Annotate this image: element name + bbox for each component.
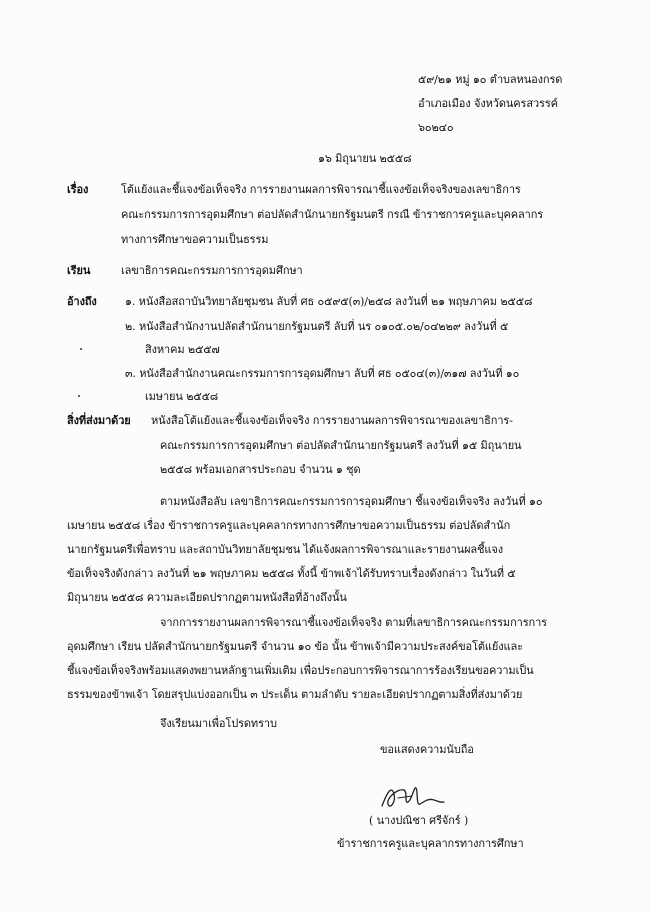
body-para2-line-2: อุดมศึกษา เรียน ปลัดสำนักนายกรัฐมนตรี จำนวน ๑๐ ข้อ นั้น ข้าพเจ้ามีความประสงค์ขอโต้แย้งและ: [67, 640, 523, 653]
body-para2-line-3: ชี้แจงข้อเท็จจริงพร้อมแสดงพยานหลักฐานเพิ่มเติม เพื่อประกอบการพิจารณาการร้องเรียนขอความเป็น: [67, 664, 534, 677]
subject-label: เรื่อง: [67, 183, 89, 196]
address-line-1: ๕๙/๒๑ หมู่ ๑๐ ตำบลหนองกรด: [418, 73, 563, 86]
salutation-label: เรียน: [67, 264, 91, 277]
signer-name: ( นางปณิชา ศรีจักร์ ): [369, 814, 469, 827]
body-para1-line-2: เมษายน ๒๕๕๘ เรื่อง ข้าราชการครูและบุคคลากรทางการศึกษาขอความเป็นธรรม ต่อปลัดสำนัก: [67, 519, 511, 532]
subject-line-2: คณะกรรมการการอุดมศึกษา ต่อปลัดสำนักนายกรัฐมนตรี กรณี ข้าราชการครูและบุคคลากร: [121, 208, 544, 221]
references-label: อ้างถึง: [67, 295, 97, 308]
closing-request: จึงเรียนมาเพื่อโปรดทราบ: [160, 717, 277, 730]
body-para1-line-4: ข้อเท็จจริงดังกล่าว ลงวันที่ ๒๑ พฤษภาคม ๒๕๕๘ ทั้งนี้ ข้าพเจ้าได้รับทราบเรื่องดังกล่าว ในวันที่ ๕: [67, 567, 516, 580]
postal-code: ๖๐๒๔๐: [418, 121, 454, 134]
enclosure-label: สิ่งที่ส่งมาด้วย: [67, 414, 131, 427]
salutation-text: เลขาธิการคณะกรรมการการอุดมศึกษา: [121, 264, 303, 277]
handwritten-signature: [378, 780, 448, 814]
body-para1-line-5: มิถุนายน ๒๕๕๘ ความละเอียดปรากฏตามหนังสือที่อ้างถึงนั้น: [67, 591, 347, 604]
address-line-2: อำเภอเมือง จังหวัดนครสวรรค์: [418, 97, 558, 110]
body-para1-line-3: นายกรัฐมนตรีเพื่อทราบ และสถาบันวิทยาลัยชุมชน ได้แจ้งผลการพิจารณาและรายงานผลชี้แจง: [67, 543, 504, 556]
subject-line-1: โต้แย้งและชี้แจงข้อเท็จจริง การรายงานผลการพิจารณาชี้แจงข้อเท็จจริงของเลขาธิการ: [121, 183, 521, 196]
body-para2-line-4: ธรรมของข้าพเจ้า โดยสรุปแบ่งออกเป็น ๓ ประเด็น ตามลำดับ รายละเอียดปรากฏตามสิ่งที่ส่งมาด้วย: [67, 688, 523, 701]
reference-2-cont: สิงหาคม ๒๕๕๗: [145, 343, 220, 356]
closing-phrase: ขอแสดงความนับถือ: [380, 743, 474, 756]
reference-2: ๒. หนังสือสำนักงานปลัดสำนักนายกรัฐมนตรี ลับที่ นร ๐๑๐๕.๐๒/๐๔๒๒๙ ลงวันที่ ๕: [125, 320, 509, 333]
enclosure-line-1: หนังสือโต้แย้งและชี้แจงข้อเท็จจริง การรายงานผลการพิจารณาของเลขาธิการ-: [151, 414, 513, 427]
signer-position: ข้าราชการครูและบุคลากรทางการศึกษา: [337, 837, 524, 850]
subject-line-3: ทางการศึกษาขอความเป็นธรรม: [121, 233, 269, 246]
reference-1: ๑. หนังสือสถาบันวิทยาลัยชุมชน ลับที่ ศธ ๐๕๙๕(๓)/๒๕๘ ลงวันที่ ๒๑ พฤษภาคม ๒๕๕๘: [125, 295, 533, 308]
body-para2-line-1: จากการรายงานผลการพิจารณาชี้แจงข้อเท็จจริง ตามที่เลขาธิการคณะกรรมการการ: [160, 616, 547, 629]
letter-date: ๑๖ มิถุนายน ๒๕๕๘: [318, 152, 412, 165]
enclosure-line-3: ๒๕๕๘ พร้อมเอกสารประกอบ จำนวน ๑ ชุด: [160, 463, 361, 476]
margin-mark: [78, 395, 80, 397]
margin-mark: [80, 348, 82, 350]
body-para1-line-1: ตามหนังสือลับ เลขาธิการคณะกรรมการการอุดมศึกษา ชี้แจงข้อเท็จจริง ลงวันที่ ๑๐: [160, 495, 543, 508]
reference-3: ๓. หนังสือสำนักงานคณะกรรมการการอุดมศึกษา ลับที่ ศธ ๐๕๐๔(๓)/๓๑๗ ลงวันที่ ๑๐: [125, 367, 520, 380]
enclosure-line-2: คณะกรรมการการอุดมศึกษา ต่อปลัดสำนักนายกรัฐมนตรี ลงวันที่ ๑๕ มิถุนายน: [160, 439, 522, 452]
reference-3-cont: เมษายน ๒๕๕๘: [145, 390, 219, 403]
